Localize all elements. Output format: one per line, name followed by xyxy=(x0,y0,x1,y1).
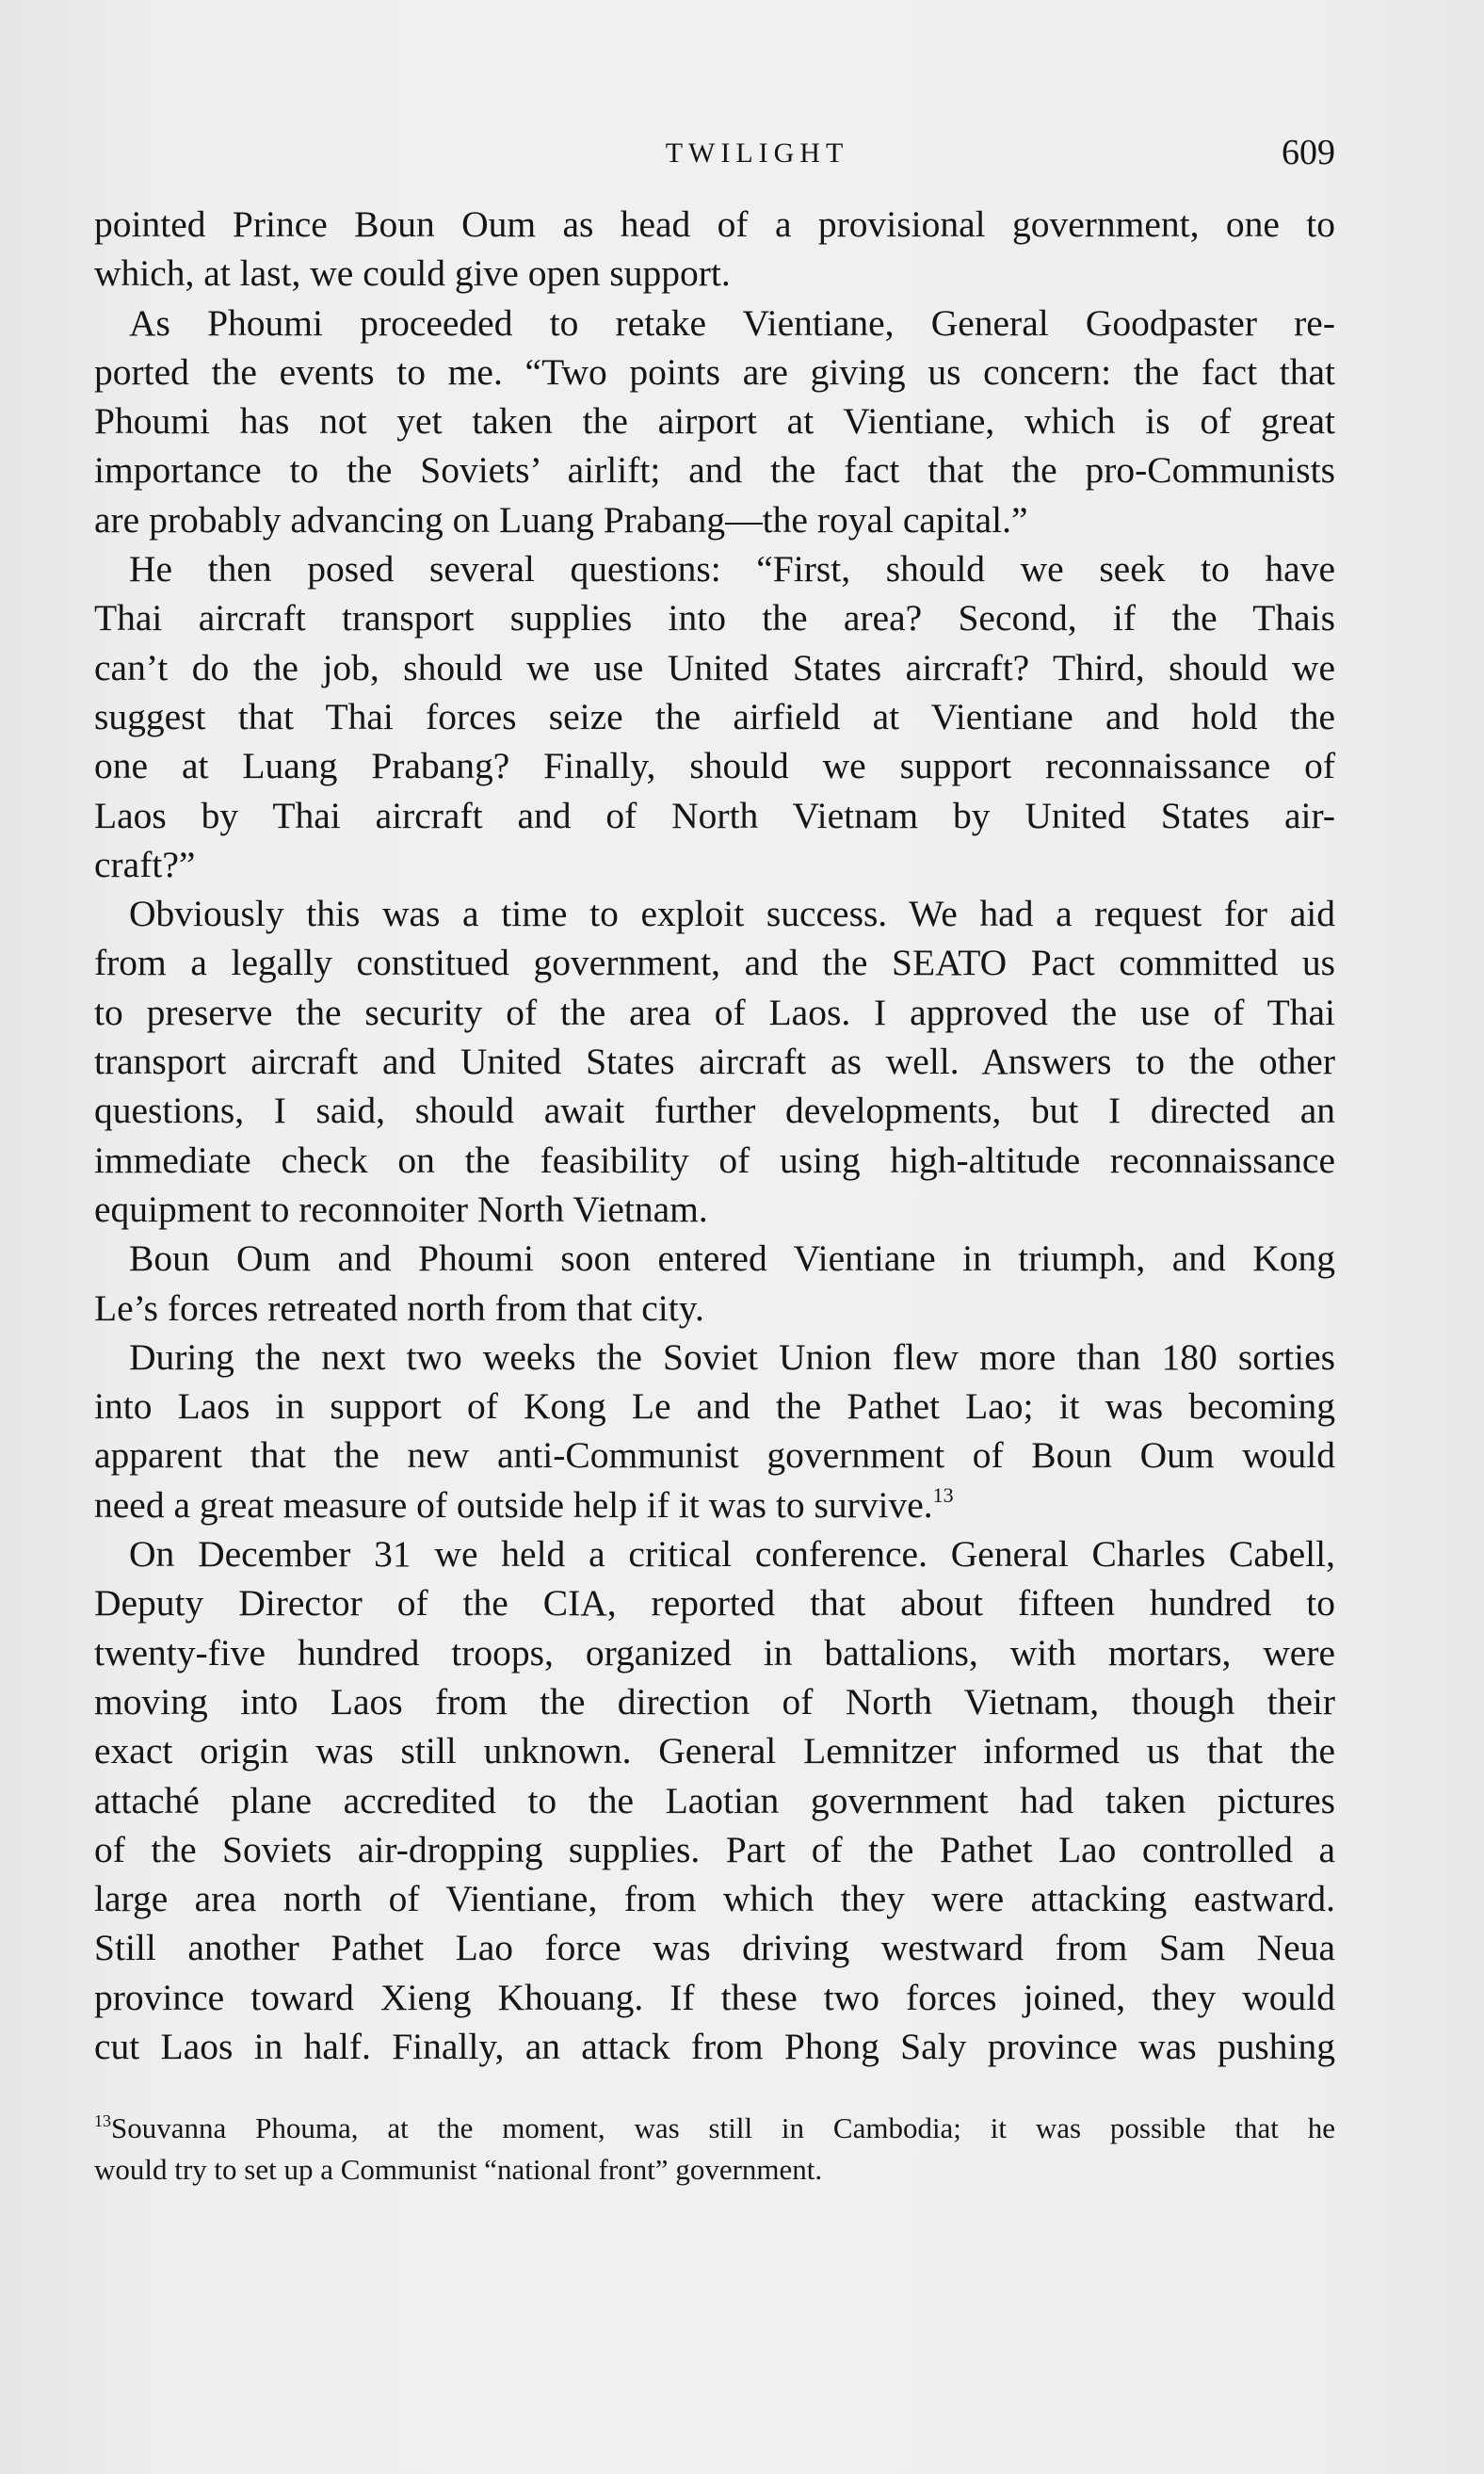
text-line: province toward Xieng Khouang. If these two forces joined, they would xyxy=(94,1976,1335,2018)
text-line: ported the events to me. “Two points are giving us concern: the fact that xyxy=(94,350,1335,393)
text-line: one at Luang Prabang? Finally, should we support reconnaissance of xyxy=(94,745,1335,787)
footnote-line: $^{13}$Souvanna Phouma, at the moment, was still in Cambodia; it was possible that he xyxy=(94,2111,1335,2144)
text-line: need a great measure of outside help if it was to survive.$^{13}$ xyxy=(94,1482,954,1526)
text-line: questions, I said, should await further developments, but I directed an xyxy=(94,1090,1335,1132)
paragraph-start-line: Boun Oum and Phoumi soon entered Vientiane in triumph, and Kong xyxy=(129,1237,1335,1280)
text-line: immediate check on the feasibility of using high-altitude reconnaissance xyxy=(94,1139,1335,1181)
page-number: 609 xyxy=(1282,133,1335,172)
text-line: importance to the Soviets’ airlift; and the fact that the pro-Communists xyxy=(94,449,1335,492)
paragraph-start-line: Obviously this was a time to exploit success. We had a request for aid xyxy=(129,893,1335,935)
text-line: Still another Pathet Lao force was driving westward from Sam Neua xyxy=(94,1927,1335,1969)
text-line: are probably advancing on Luang Prabang—the royal capital.” xyxy=(94,498,1028,541)
paragraph-start-line: As Phoumi proceeded to retake Vientiane, General Goodpaster re- xyxy=(129,301,1335,344)
text-line: moving into Laos from the direction of North Vietnam, though their xyxy=(94,1680,1335,1722)
text-line: Deputy Director of the CIA, reported that about fifteen hundred to xyxy=(94,1582,1335,1625)
text-line: Le’s forces retreated north from that city. xyxy=(94,1286,704,1329)
text-line: into Laos in support of Kong Le and the Pathet Lao; it was becoming xyxy=(94,1385,1335,1428)
text-line: which, at last, we could give open support. xyxy=(94,252,731,295)
text-line: transport aircraft and United States aircraft as well. Answers to the other xyxy=(94,1041,1335,1083)
running-head xyxy=(94,132,1335,179)
text-line: attaché plane accredited to the Laotian government had taken pictures xyxy=(94,1779,1335,1821)
text-line: can’t do the job, should we use United States aircraft? Third, should we xyxy=(94,646,1335,688)
text-line: Laos by Thai aircraft and of North Vietnam by United States air- xyxy=(94,794,1335,836)
running-title: TWILIGHT xyxy=(665,137,849,169)
footnote-line: would try to set up a Communist “national front” government. xyxy=(94,2153,823,2186)
text-line: cut Laos in half. Finally, an attack from Phong Saly province was pushing xyxy=(94,2025,1335,2067)
text-line: exact origin was still unknown. General Lemnitzer informed us that the xyxy=(94,1730,1335,1772)
text-line: craft?” xyxy=(94,843,196,885)
text-line: from a legally constitued government, and the SEATO Pact committed us xyxy=(94,942,1335,984)
paragraph-start-line: During the next two weeks the Soviet Union flew more than 180 sorties xyxy=(129,1335,1335,1378)
paragraph-start-line: On December 31 we held a critical conference. General Charles Cabell, xyxy=(129,1533,1335,1576)
body-text xyxy=(94,200,1335,2071)
text-line: suggest that Thai forces seize the airfield at Vientiane and hold the xyxy=(94,695,1335,737)
footnote xyxy=(94,2108,1335,2191)
text-line: twenty-five hundred troops, organized in battalions, with mortars, were xyxy=(94,1631,1335,1674)
paragraph-start-line: He then posed several questions: “First, should we seek to have xyxy=(129,548,1335,590)
text-line: large area north of Vientiane, from which they were attacking eastward. xyxy=(94,1878,1335,1920)
footnote-reference[interactable]: 13 xyxy=(932,1482,954,1507)
footnote-number: 13 xyxy=(94,2111,111,2130)
text-line: apparent that the new anti-Communist government of Boun Oum would xyxy=(94,1434,1335,1477)
text-line: equipment to reconnoiter North Vietnam. xyxy=(94,1188,708,1230)
text-line: pointed Prince Boun Oum as head of a provisional government, one to xyxy=(94,203,1335,245)
text-line: Thai aircraft transport supplies into the area? Second, if the Thais xyxy=(94,597,1335,639)
text-line: to preserve the security of the area of Laos. I approved the use of Thai xyxy=(94,991,1335,1033)
text-line: of the Soviets air-dropping supplies. Part of the Pathet Lao controlled a xyxy=(94,1828,1335,1870)
text-line: Phoumi has not yet taken the airport at Vientiane, which is of great xyxy=(94,400,1335,443)
